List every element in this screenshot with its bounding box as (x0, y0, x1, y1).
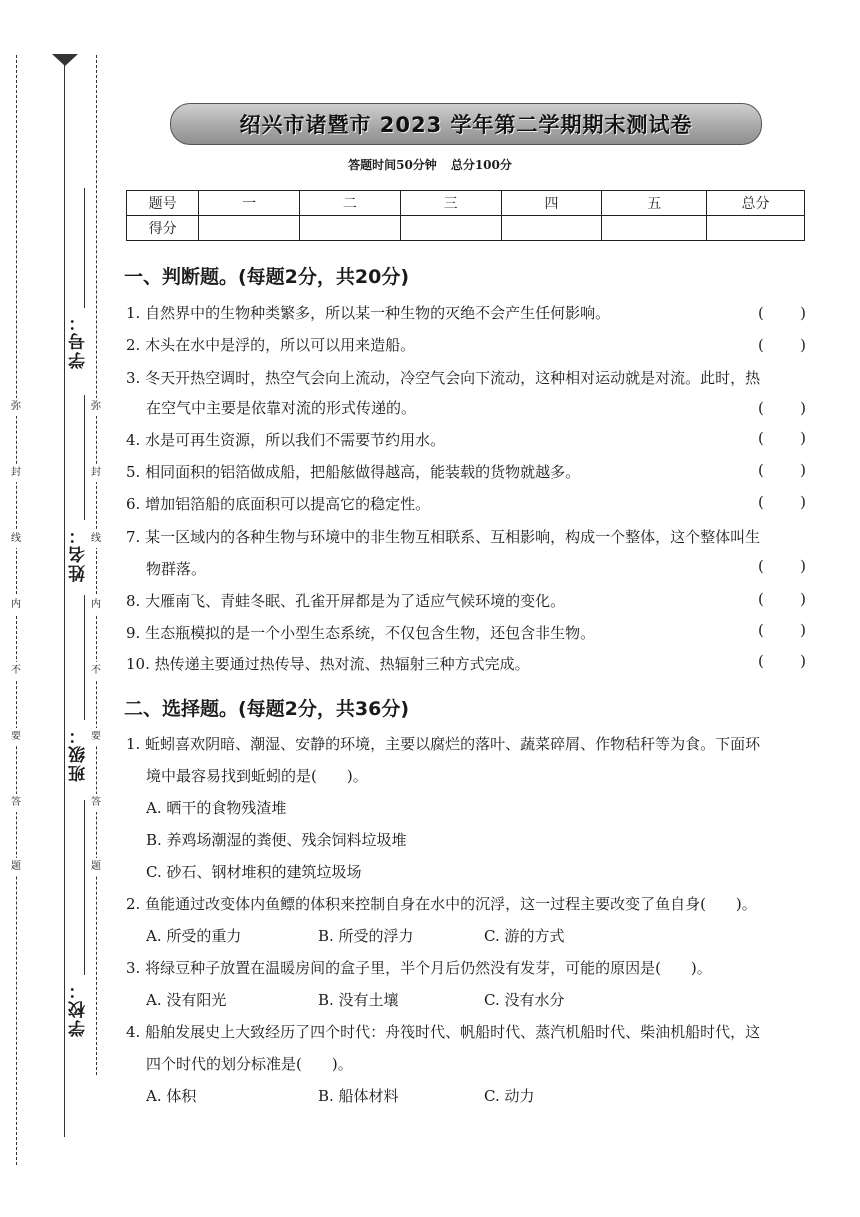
mc-question: 2. 鱼能通过改变体内鱼鳔的体积来控制自身在水中的沉浮，这一过程主要改变了鱼自身( )。 (126, 895, 757, 913)
seal-char: 封 (89, 464, 103, 482)
margin-arrow-icon (52, 54, 78, 66)
school-blank[interactable] (84, 800, 85, 975)
seal-char: 题 (9, 858, 23, 876)
answer-paren[interactable]: ( ) (758, 652, 806, 670)
tf-question: 3. 冬天开热空调时，热空气会向上流动，冷空气会向下流动，这种相对运动就是对流。此时，热 (126, 369, 761, 387)
score-cell[interactable] (707, 216, 805, 241)
exam-info (0, 156, 860, 173)
score-header-cell: 题号 (127, 191, 199, 216)
mc-option[interactable]: C. 游的方式 (484, 927, 565, 945)
tf-question-cont: 在空气中主要是依靠对流的形式传递的。 (146, 399, 417, 417)
exam-total: 总分100分 (450, 158, 512, 172)
seal-char: 要 (89, 728, 103, 746)
student-id-blank[interactable] (84, 188, 85, 308)
school-label: 学校： (69, 980, 89, 1037)
mc-option[interactable]: A. 晒干的食物残渣堆 (146, 799, 287, 817)
mc-option[interactable]: A. 所受的重力 (146, 927, 242, 945)
score-table-score-row (127, 216, 805, 241)
mc-question: 3. 将绿豆种子放置在温暖房间的盒子里，半个月后仍然没有发芽，可能的原因是( )。 (126, 959, 712, 977)
score-cell[interactable] (602, 216, 707, 241)
school-field[interactable] (64, 800, 96, 1050)
tf-question: 2. 木头在水中是浮的，所以可以用来造船。 (126, 336, 416, 354)
score-table (126, 190, 805, 241)
answer-paren[interactable]: ( ) (758, 429, 806, 447)
mc-option[interactable]: A. 没有阳光 (146, 991, 227, 1009)
seal-char: 答 (9, 794, 23, 812)
student-id-field[interactable] (64, 180, 96, 380)
tf-question: 7. 某一区域内的各种生物与环境中的非生物互相联系、互相影响，构成一个整体，这个整体叫生 (126, 528, 761, 546)
seal-char: 要 (9, 728, 23, 746)
mc-option[interactable]: C. 动力 (484, 1087, 535, 1105)
class-label: 班级： (69, 725, 89, 782)
mc-option[interactable]: C. 没有水分 (484, 991, 565, 1009)
answer-paren[interactable]: ( ) (758, 336, 806, 354)
seal-char: 答 (89, 794, 103, 812)
seal-char: 内 (89, 596, 103, 614)
section-2-title: 二、选择题。(每题2分，共36分) (124, 698, 410, 720)
name-blank[interactable] (84, 395, 85, 520)
score-cell[interactable] (199, 216, 300, 241)
title-banner (170, 103, 762, 145)
exam-title: 绍兴市诸暨市 2023 学年第二学期期末测试卷 (239, 113, 693, 137)
mc-question-cont: 境中最容易找到蚯蚓的是( )。 (146, 767, 368, 785)
inner-dashed-line (96, 55, 97, 1075)
mc-option[interactable]: B. 船体材料 (318, 1087, 399, 1105)
tf-question: 6. 增加铝箔船的底面积可以提高它的稳定性。 (126, 495, 431, 513)
tf-question: 8. 大雁南飞、青蛙冬眠、孔雀开屏都是为了适应气候环境的变化。 (126, 592, 566, 610)
tf-question-cont: 物群落。 (146, 560, 207, 578)
score-header-cell: 总分 (707, 191, 805, 216)
mc-option[interactable]: B. 没有土壤 (318, 991, 399, 1009)
answer-paren[interactable]: ( ) (758, 399, 806, 417)
seal-char: 封 (9, 464, 23, 482)
mc-question-cont: 四个时代的划分标准是( )。 (146, 1055, 353, 1073)
score-header-cell: 四 (501, 191, 602, 216)
score-cell[interactable] (501, 216, 602, 241)
seal-char: 题 (89, 858, 103, 876)
answer-paren[interactable]: ( ) (758, 557, 806, 575)
answer-paren[interactable]: ( ) (758, 590, 806, 608)
mc-option[interactable]: A. 体积 (146, 1087, 197, 1105)
score-header-cell: 三 (400, 191, 501, 216)
seal-char: 内 (9, 596, 23, 614)
seal-char: 弥 (89, 398, 103, 416)
tf-question: 4. 水是可再生资源，所以我们不需要节约用水。 (126, 431, 446, 449)
score-cell[interactable] (400, 216, 501, 241)
tf-question: 9. 生态瓶模拟的是一个小型生态系统，不仅包含生物，还包含非生物。 (126, 624, 596, 642)
seal-char: 不 (89, 662, 103, 680)
class-blank[interactable] (84, 595, 85, 720)
mc-question: 1. 蚯蚓喜欢阴暗、潮湿、安静的环境，主要以腐烂的落叶、蔬菜碎屑、作物秸秆等为食。下面环 (126, 735, 761, 753)
tf-question: 10. 热传递主要通过热传导、热对流、热辐射三种方式完成。 (126, 655, 530, 673)
score-header-cell: 一 (199, 191, 300, 216)
answer-paren[interactable]: ( ) (758, 493, 806, 511)
student-id-label: 学号： (69, 312, 89, 369)
mc-option[interactable]: B. 养鸡场潮湿的粪便、残余饲料垃圾堆 (146, 831, 407, 849)
mc-option[interactable]: C. 砂石、钢材堆积的建筑垃圾场 (146, 863, 362, 881)
answer-paren[interactable]: ( ) (758, 461, 806, 479)
answer-paren[interactable]: ( ) (758, 304, 806, 322)
seal-char: 不 (9, 662, 23, 680)
name-label: 姓名： (69, 525, 89, 582)
seal-char: 弥 (9, 398, 23, 416)
score-row-label: 得分 (127, 216, 199, 241)
section-1-title: 一、判断题。(每题2分，共20分) (124, 266, 410, 288)
score-cell[interactable] (299, 216, 400, 241)
name-field[interactable] (64, 395, 96, 595)
score-table-header-row (127, 191, 805, 216)
score-header-cell: 二 (299, 191, 400, 216)
mc-question: 4. 船舶发展史上大致经历了四个时代：舟筏时代、帆船时代、蒸汽机船时代、柴油机船时代，这 (126, 1023, 761, 1041)
score-header-cell: 五 (602, 191, 707, 216)
tf-question: 5. 相同面积的铝箔做成船，把船舷做得越高，能装载的货物就越多。 (126, 463, 581, 481)
seal-char: 线 (9, 530, 23, 548)
answer-paren[interactable]: ( ) (758, 621, 806, 639)
class-field[interactable] (64, 595, 96, 795)
exam-time: 答题时间50分钟 (348, 158, 437, 172)
mc-option[interactable]: B. 所受的浮力 (318, 927, 414, 945)
tf-question: 1. 自然界中的生物种类繁多，所以某一种生物的灭绝不会产生任何影响。 (126, 304, 611, 322)
seal-char: 线 (89, 530, 103, 548)
